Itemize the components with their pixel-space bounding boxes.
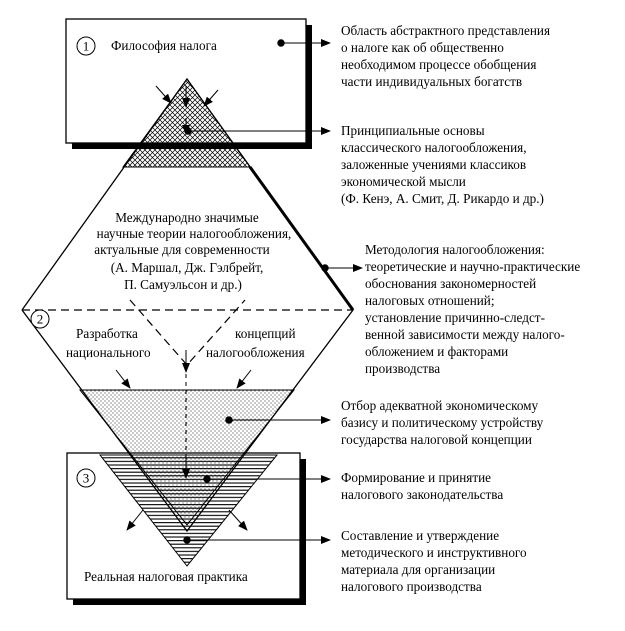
concepts-right-line: налогообложения: [206, 345, 305, 360]
center-text-line: (А. Маршал, Дж. Гэлбрейт,: [110, 260, 264, 275]
note-6: [341, 528, 527, 594]
top-box-title: Философия налога: [111, 38, 217, 53]
note-line: части индивидуальных богатств: [341, 74, 523, 89]
note-line: материала для организации: [341, 562, 496, 577]
note-line: (Ф. Кенэ, А. Смит, Д. Рикардо и др.): [341, 191, 544, 206]
center-text-line: научные теории налогообложения,: [96, 226, 292, 241]
note-line: Принципиальные основы: [341, 123, 485, 138]
note-line: установление причинно-следст-: [365, 310, 545, 325]
note-1: [341, 23, 550, 89]
concepts-left-line: Разработка: [76, 326, 138, 341]
note-2: [341, 123, 544, 206]
note-line: Формирование и принятие: [341, 470, 492, 485]
center-text-line: Международно значимые: [115, 210, 259, 225]
center-text: [94, 210, 291, 292]
note-line: Отбор адекватной экономическому: [341, 398, 539, 413]
note-line: венной зависимости между налого-: [365, 327, 565, 342]
concepts-right-line: концепций: [235, 326, 296, 341]
note-3: [365, 242, 580, 376]
note-line: необходимом процессе обобщения: [341, 57, 537, 72]
center-text-line: П. Самуэльсон и др.): [124, 277, 242, 292]
concepts-left-line: национального: [66, 345, 151, 360]
note-line: о налоге как об общественно: [341, 40, 504, 55]
note-line: Методология налогообложения:: [365, 242, 545, 257]
number-2-marker: [31, 310, 49, 328]
note-line: производства: [365, 361, 441, 376]
note-line: налогового производства: [341, 579, 482, 594]
note-line: экономической мысли: [341, 174, 466, 189]
note-line: базису и политическому устройству: [341, 415, 544, 430]
svg-text:3: 3: [82, 470, 90, 486]
number-1-marker: [77, 37, 95, 55]
bottom-box-title: Реальная налоговая практика: [84, 569, 248, 584]
svg-text:1: 1: [82, 38, 90, 54]
national-concepts-label: [66, 326, 305, 360]
note-line: Область абстрактного представления: [341, 23, 551, 38]
note-line: Составление и утверждение: [341, 528, 500, 543]
note-line: заложенные учениями классиков: [341, 157, 527, 172]
note-line: налогового законодательства: [341, 487, 504, 502]
note-line: обложением и факторами: [365, 344, 509, 359]
note-line: методического и инструктивного: [341, 545, 527, 560]
number-3-marker: [77, 469, 95, 487]
svg-text:2: 2: [36, 311, 44, 327]
note-4: [341, 398, 544, 447]
note-line: обоснования закономерностей: [365, 276, 537, 291]
center-text-line: актуальные для современности: [94, 242, 270, 257]
note-5: [341, 470, 503, 502]
note-line: государства налоговой концепции: [341, 432, 532, 447]
note-line: теоретические и научно-практические: [365, 259, 581, 274]
note-line: налоговых отношений;: [365, 293, 495, 308]
note-line: классического налогообложения,: [341, 140, 527, 155]
